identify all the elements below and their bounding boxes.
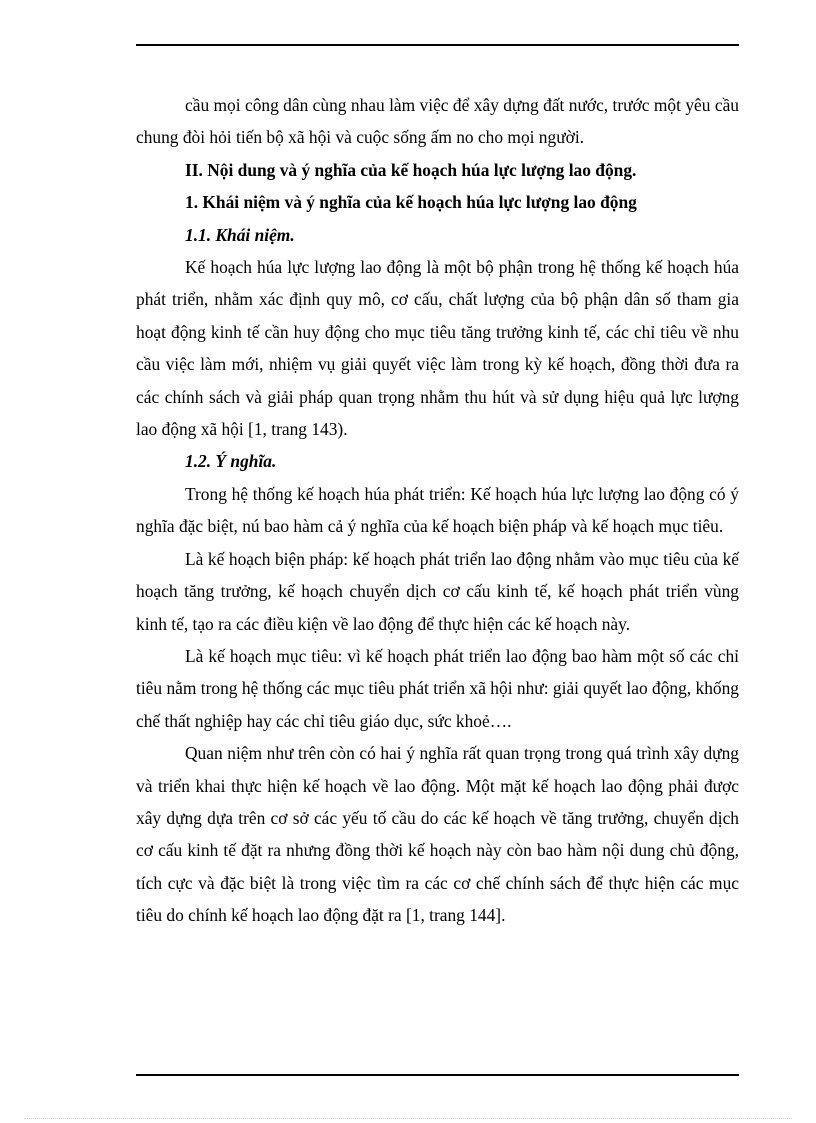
header-rule — [136, 44, 739, 46]
page-edge-divider — [24, 1118, 792, 1119]
paragraph-target-plan: Là kế hoạch mục tiêu: vì kế hoạch phát triển lao động bao hàm một số các chỉ tiêu nằm trong hệ thống các mục tiêu phát triển xã hội như: giải quyết lao động, khống chế thất nghiệp hay các chỉ tiêu giáo dục, sức khoẻ…. — [136, 645, 739, 731]
paragraph-measure-plan: Là kế hoạch biện pháp: kế hoạch phát triển lao động nhằm vào mục tiêu của kế hoạch tăng trưởng, kế hoạch chuyển dịch cơ cấu kinh tế, kế hoạch phát triển vùng kinh tế, tạo ra các điều kiện về lao động để thực hiện các kế hoạch này. — [136, 548, 739, 634]
paragraph-intro-continuation: cầu mọi công dân cùng nhau làm việc để xây dựng đất nước, trước một yêu cầu chung đòi hỏi tiến bộ xã hội và cuộc sống ấm no cho mọi người. — [136, 95, 739, 148]
section-heading-ii: II. Nội dung và ý nghĩa của kế hoạch húa lực lượng lao động. — [185, 159, 637, 180]
subsection-heading-1: 1. Khái niệm và ý nghĩa của kế hoạch húa lực lượng lao động — [185, 192, 637, 213]
subsection-heading-1-1: 1.1. Khái niệm. — [185, 224, 295, 245]
subsection-heading-1-2: 1.2. Ý nghĩa. — [185, 451, 277, 472]
document-body — [136, 89, 739, 932]
paragraph-significance: Trong hệ thống kế hoạch húa phát triển: Kế hoạch húa lực lượng lao động có ý nghĩa đặc biệt, nú bao hàm cả ý nghĩa của kế hoạch biện pháp và kế hoạch mục tiêu. — [136, 483, 739, 537]
paragraph-definition: Kế hoạch húa lực lượng lao động là một bộ phận trong hệ thống kế hoạch húa phát triển, nhằm xác định quy mô, cơ cấu, chất lượng của bộ phận dân số tham gia hoạt động kinh tế cần huy động cho mục tiêu tăng trưởng kinh tế, các chỉ tiêu về nhu cầu việc làm mới, nhiệm vụ giải quyết việc làm trong kỳ kế hoạch, đồng thời đưa ra các chính sách và giải pháp quan trọng nhằm thu hút và sử dụng hiệu quả lực lượng lao động xã hội [1, trang 143). — [136, 257, 739, 440]
footer-rule — [136, 1074, 739, 1076]
paragraph-conception: Quan niệm như trên còn có hai ý nghĩa rất quan trọng trong quá trình xây dựng và triển khai thực hiện kế hoạch về lao động. Một mặt kế hoạch lao động phải được xây dựng dựa trên cơ sở các yếu tố cầu do các kế hoạch về tăng trưởng, chuyển dịch cơ cấu kinh tế đặt ra nhưng đồng thời kế hoạch này còn bao hàm nội dung chủ động, tích cực và đặc biệt là trong việc tìm ra các cơ chế chính sách để thực hiện các mục tiêu do chính kế hoạch lao động đặt ra [1, trang 144]. — [136, 743, 739, 926]
